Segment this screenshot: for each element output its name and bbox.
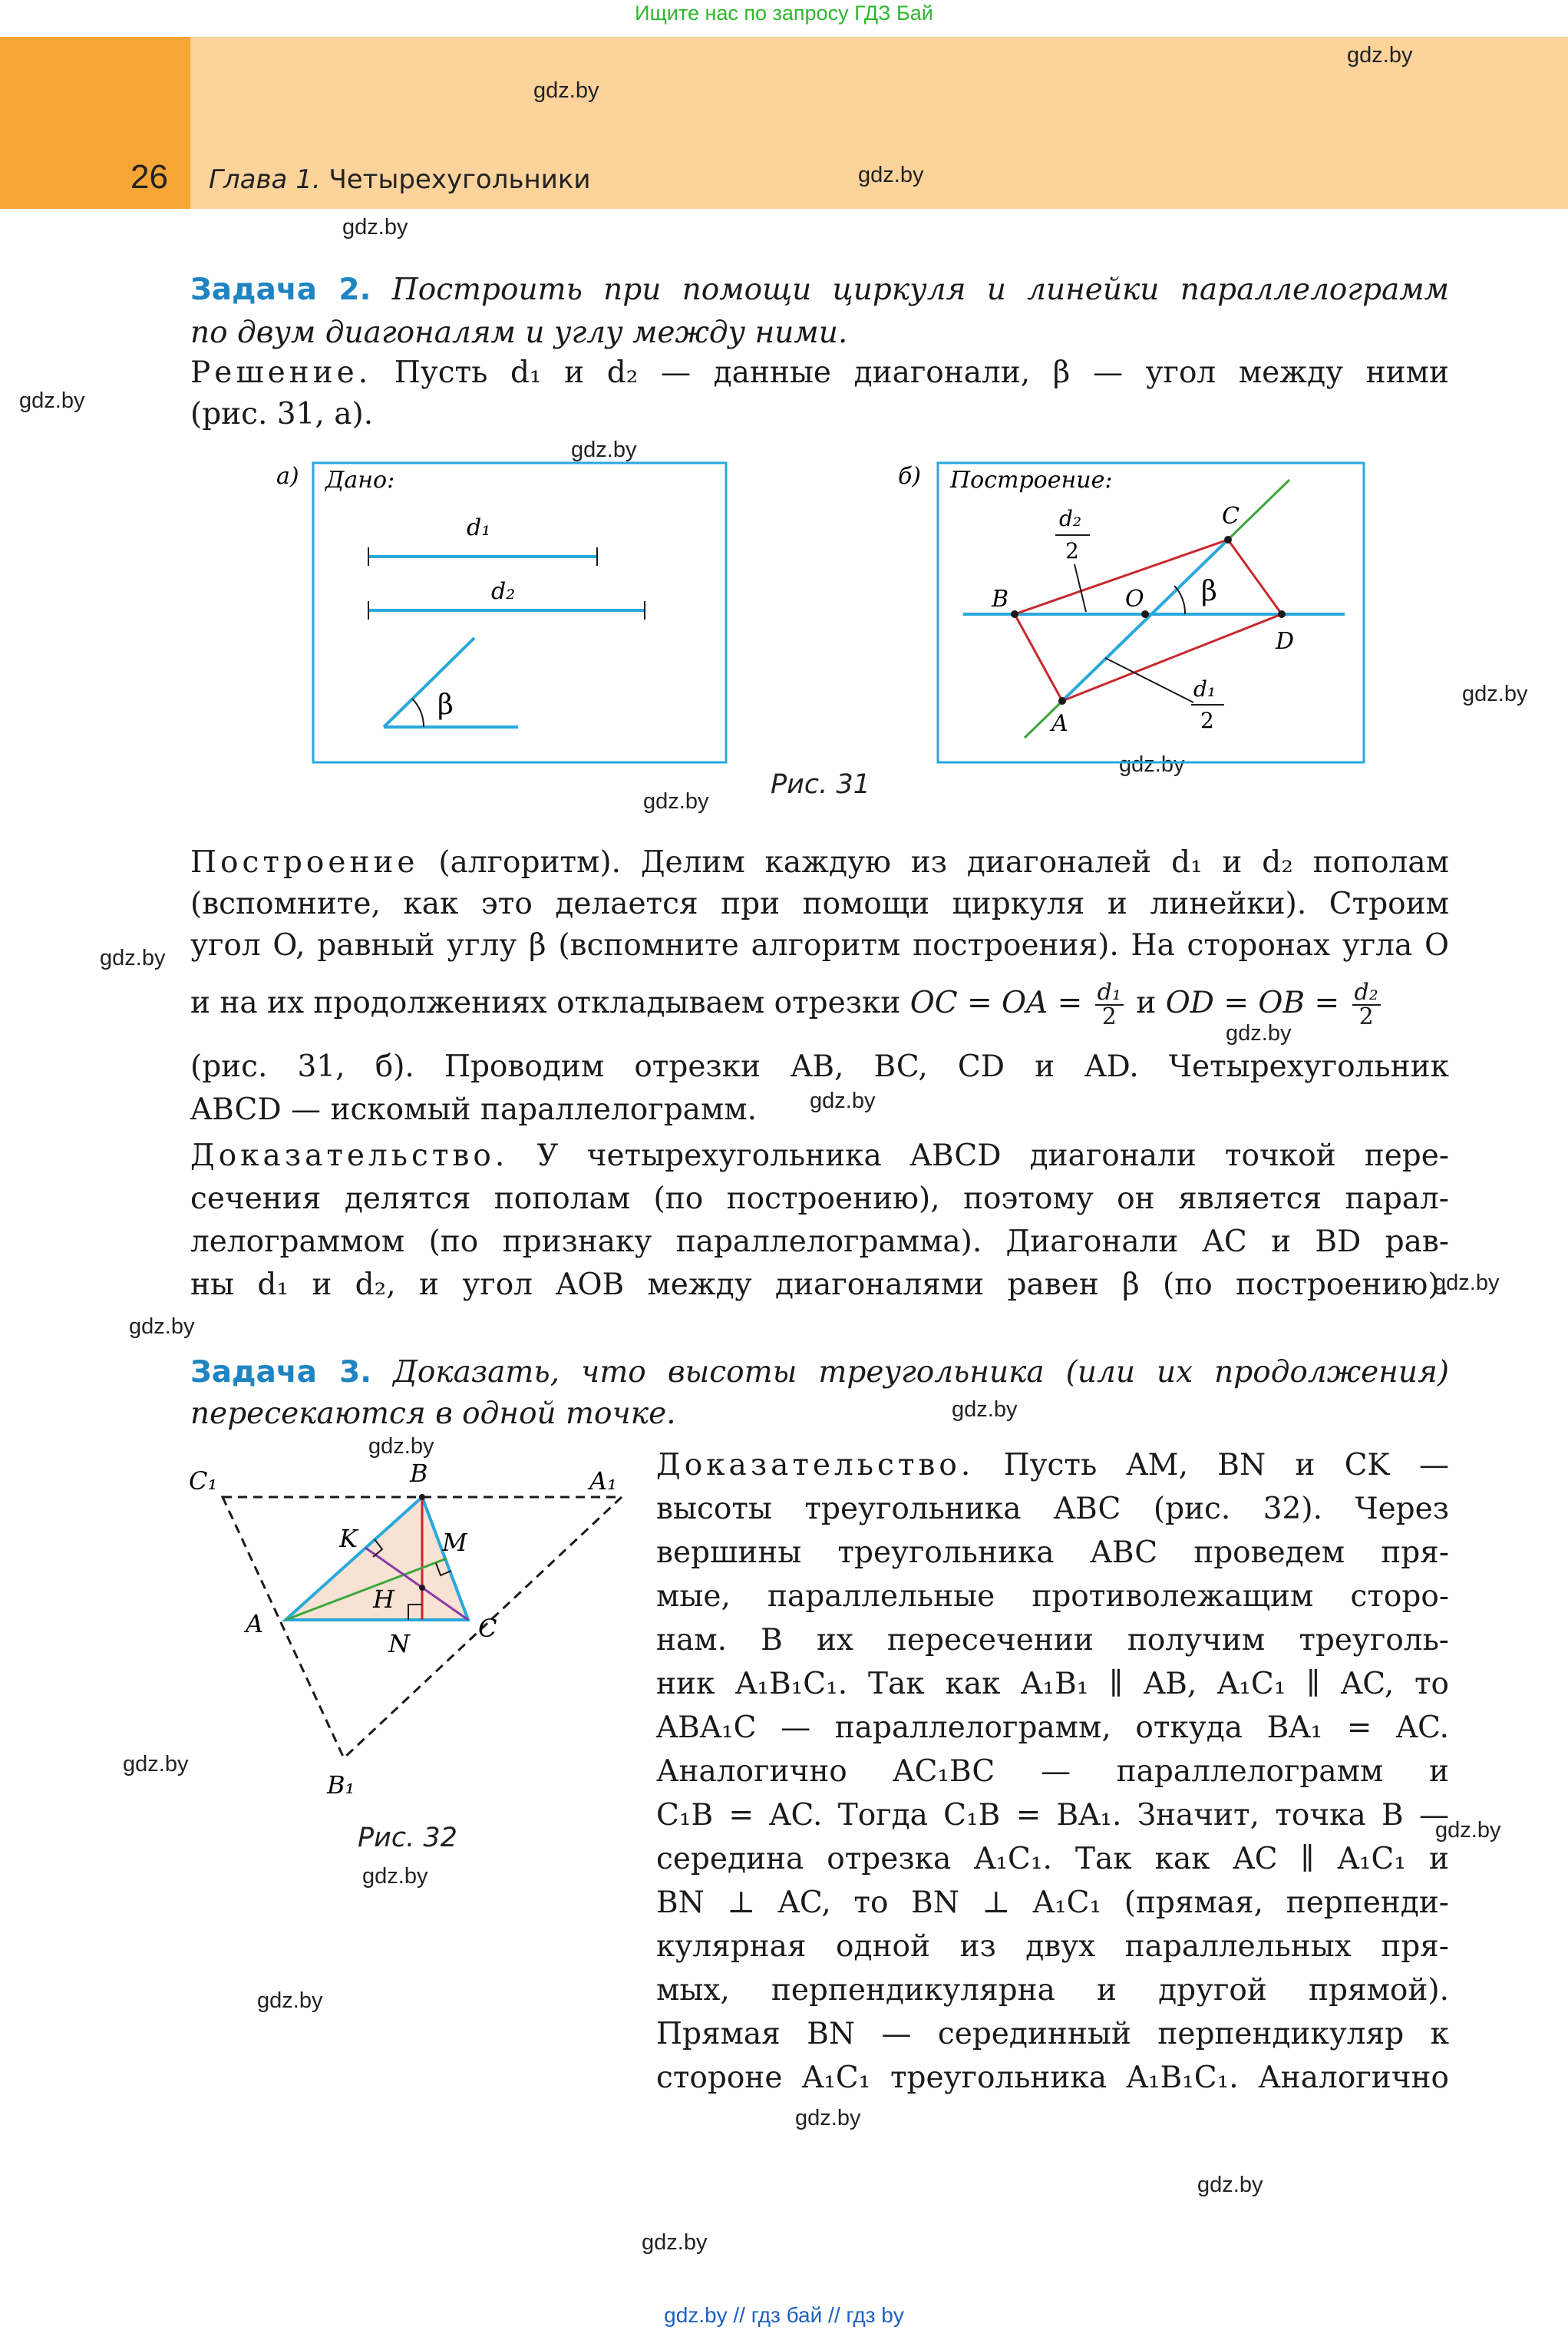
construction-line-1 [190,841,1449,884]
proof3-line: мых, перпендикулярна и другой прямой). [656,1973,1449,2008]
figure-31 [261,449,1381,772]
proof3-line: кулярная одной из двух параллельных пря- [656,1929,1449,1964]
proof2-line-4: ны d₁ и d₂, и угол AOB между диагоналями равен β (по построению). [190,1268,1449,1302]
label-a: A [1051,710,1068,737]
task3-statement: Доказать, что высоты треугольника (или их продолжения) [393,1355,1449,1390]
proof-text: У четырехугольника ABCD диагонали точкой пере- [536,1139,1449,1173]
label-c: C [1222,503,1240,530]
task2-line-1 [190,269,1449,312]
proof3-line: Прямая BN — серединный перпендикуляр к [656,2017,1449,2051]
proof3-line: BN ⊥ AC, то BN ⊥ A₁C₁ (прямая, перпенди- [656,1886,1449,1920]
label-o: O [1125,586,1144,613]
watermark: gdz.by [1226,1021,1292,1046]
equation-od: OD = OB = [1165,986,1340,1020]
point-d [1278,610,1286,618]
task3-line-1 [190,1351,1449,1394]
watermark: gdz.by [1434,1271,1500,1295]
label-d: D [1276,628,1295,655]
label-c1: C₁ [189,1466,218,1496]
construction-line-4 [190,969,1449,1038]
proof2-line-1 [190,1135,1449,1178]
figure-31-caption: Рис. 31 [771,769,870,800]
page-number: 26 [130,158,168,196]
footer-links[interactable]: gdz.by // гдз бай // гдз by [664,2303,904,2327]
label-b1: B₁ [327,1770,355,1800]
label-beta: β [437,689,454,721]
panel-a-title: Дано: [325,467,395,494]
task2-solution-line [190,352,1449,395]
proof3-line: высоты треугольника ABC (рис. 32). Через [656,1492,1449,1526]
point-h [419,1585,425,1591]
solution-text: Пусть d₁ и d₂ — данные диагонали, β — угол между ними [394,355,1450,390]
construction-line-6: ABCD — искомый параллелограмм. [190,1092,757,1127]
label-n: N [388,1629,410,1658]
task2-label: Задача 2. [190,273,371,307]
watermark: gdz.by [1119,752,1185,777]
proof3-line: Аналогично AC₁BC — параллелограмм и [656,1754,1449,1789]
watermark: gdz.by [1347,43,1413,68]
leader-line [1074,564,1086,612]
proof3-line: стороне A₁C₁ треугольника A₁B₁C₁. Аналогично [656,2061,1449,2095]
watermark: gdz.by [368,1434,434,1459]
watermark: gdz.by [129,1314,195,1339]
fraction-denominator: 2 [1358,1003,1374,1030]
watermark: gdz.by [123,1752,189,1776]
construction-label: Построение [190,845,419,880]
top-banner[interactable]: Ищите нас по запросу ГДЗ Бай [635,2,933,25]
watermark: gdz.by [858,163,924,187]
watermark: gdz.by [795,2106,861,2130]
equation-oc: OC = OA = [909,986,1083,1020]
frac-den: 2 [1200,708,1214,733]
proof-text: Пусть AM, BN и CK — [1003,1448,1449,1482]
watermark: gdz.by [642,2230,708,2255]
label-d1: d₁ [467,514,491,541]
frac-d1-num: d₁ [1193,676,1216,702]
construction-text: и на их продолжениях откладываем отрезки [190,986,901,1020]
label-a: A [246,1609,264,1638]
label-h: H [373,1585,394,1614]
label-k: K [339,1524,358,1553]
proof3-line: C₁B = AC. Тогда C₁B = BA₁. Значит, точка B — [656,1798,1449,1833]
chapter-title: Четырехугольники [328,164,591,195]
construction-line-3: угол O, равный углу β (вспомните алгоритм построения). На сторонах угла O [190,928,1449,963]
task2-solution-2: (рис. 31, а). [190,397,374,431]
fraction-denominator: 2 [1101,1003,1117,1030]
fraction-d2-over-2 [1352,981,1381,1029]
panel-b-letter: б) [898,463,922,490]
solution-label: Решение. [190,355,372,390]
proof3-line: вершины треугольника ABC проведем пря- [656,1535,1449,1570]
point-b [1011,610,1018,618]
watermark: gdz.by [1197,2173,1263,2197]
angle-ray-oblique [384,638,474,727]
label-m: M [442,1528,467,1557]
construction-text: (алгоритм). Делим каждую из диагоналей d₁ и d₂ пополам [438,845,1449,880]
proof3-line: середина отрезка A₁C₁. Так как AC ∥ A₁C₁ и [656,1842,1449,1876]
label-d2: d₂ [491,578,516,605]
panel-b-title: Построение: [950,467,1113,494]
fraction-d1-over-2 [1095,981,1124,1029]
label-b: B [410,1459,428,1488]
task3-label: Задача 3. [190,1355,372,1390]
proof3-line: ник A₁B₁C₁. Так как A₁B₁ ∥ AB, A₁C₁ ∥ AC, то [656,1667,1449,1701]
frac-den: 2 [1065,538,1079,564]
angle-arc [412,699,424,727]
watermark: gdz.by [571,438,637,462]
parallelogram-abcd [1015,540,1282,701]
point-b [419,1494,425,1500]
watermark: gdz.by [810,1089,876,1113]
label-a1: A₁ [589,1466,617,1496]
proof3-line: нам. В их пересечении получим треуголь- [656,1623,1449,1658]
leader-line [1105,658,1193,702]
proof-label: Доказательство. [656,1448,975,1482]
task2-statement: Построить при помощи циркуля и линейки параллелограмм [391,273,1449,307]
construction-line-5: (рис. 31, б). Проводим отрезки AB, BC, CD и AD. Четырехугольник [190,1049,1449,1084]
label-beta: β [1201,576,1217,607]
frac-d2-num: d₂ [1059,506,1082,531]
label-c: C [478,1614,497,1643]
figure-32-caption: Рис. 32 [358,1823,457,1853]
watermark: gdz.by [1462,682,1528,706]
fraction-numerator: d₁ [1095,981,1124,1006]
watermark: gdz.by [952,1397,1018,1422]
proof3-line-0 [656,1443,1449,1487]
panel-a-letter: а) [276,463,299,490]
construction-line-2: (вспомните, как это делается при помощи циркуля и линейки). Строим [190,887,1449,921]
watermark: gdz.by [1435,1818,1501,1843]
chapter-heading [209,164,590,195]
proof3-line: ABA₁C — параллелограмм, откуда BA₁ = AC. [656,1710,1449,1745]
watermark: gdz.by [100,946,166,970]
point-c [1224,536,1232,544]
watermark: gdz.by [533,78,599,103]
proof2-line-2: сечения делятся пополам (по построению), поэтому он является парал- [190,1182,1449,1216]
figure-32 [177,1451,637,1812]
watermark: gdz.by [257,1988,323,2013]
task2-statement-2: по двум диагоналям и углу между ними. [190,316,848,350]
watermark: gdz.by [342,215,408,240]
fraction-numerator: d₂ [1352,981,1381,1006]
proof-label: Доказательство. [190,1139,509,1173]
point-a [1058,697,1066,705]
conjunction: и [1136,986,1157,1020]
watermark: gdz.by [643,789,709,814]
watermark: gdz.by [362,1864,428,1889]
label-b: B [992,586,1009,613]
task3-statement-2: пересекаются в одной точке. [190,1396,676,1431]
proof2-line-3: лелограммом (по признаку параллелограмма). Диагонали AC и BD рав- [190,1225,1449,1259]
chapter-label: Глава 1. [209,164,321,195]
proof3-line: мые, параллельные противолежащим сторо- [656,1579,1449,1614]
watermark: gdz.by [19,388,85,413]
panel-a-frame [313,463,726,762]
